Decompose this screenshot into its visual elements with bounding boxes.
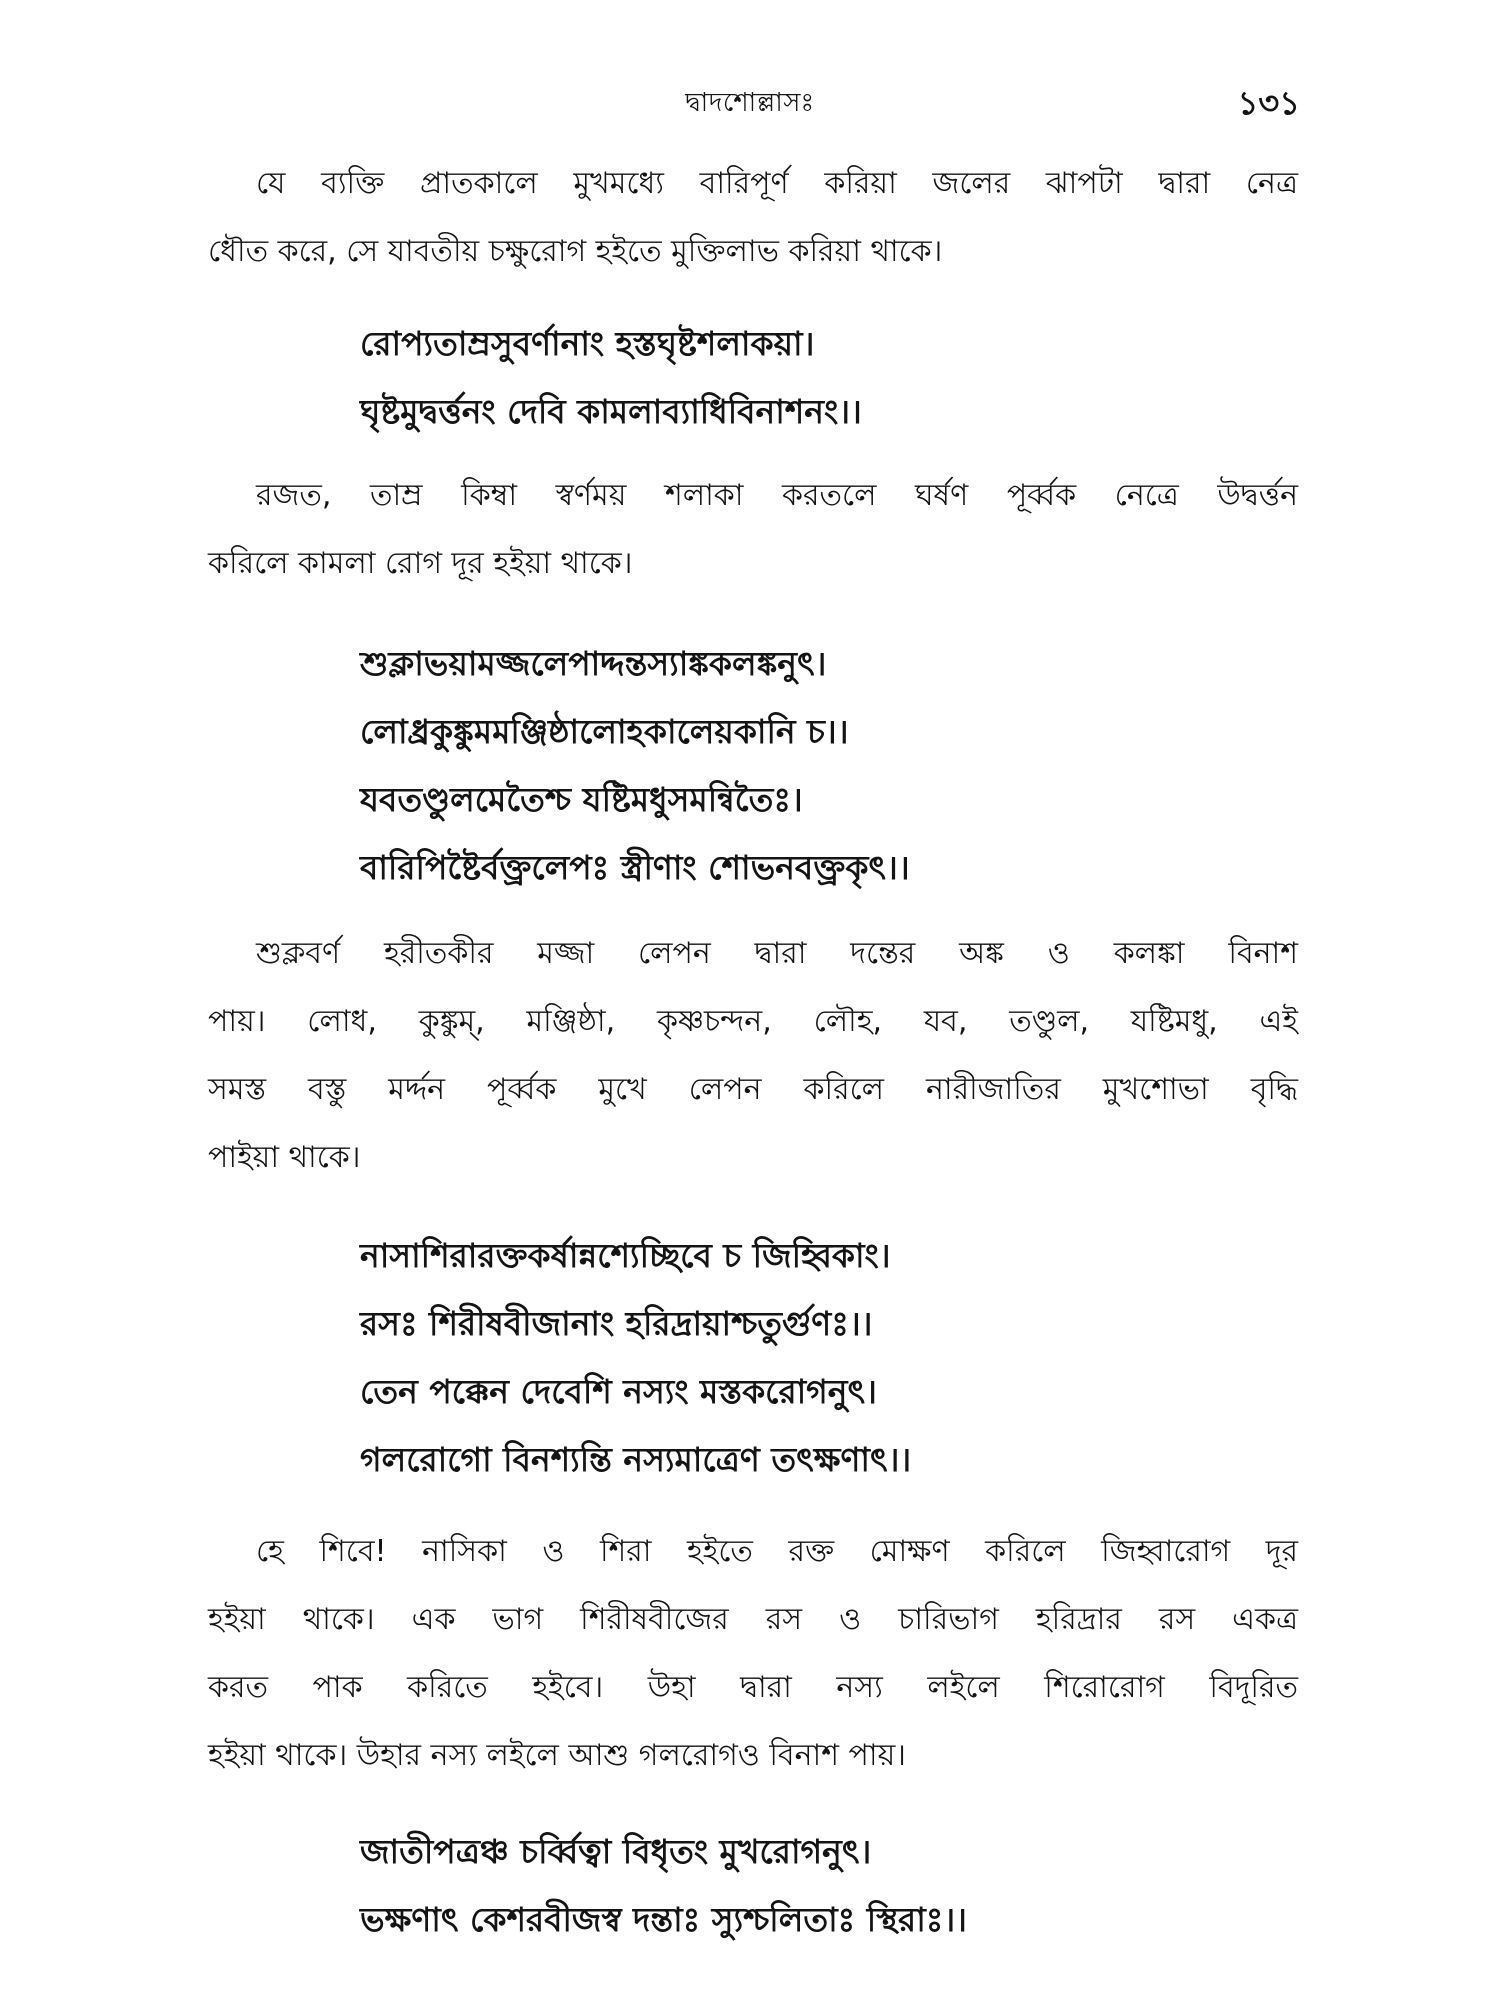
page-number: ১৩১ (1237, 84, 1300, 122)
prose-line: হইয়া থাকে। উহার নস্য লইলে আশু গলরোগও বিনাশ পায়। (208, 1738, 906, 1773)
prose-paragraph-2 (208, 462, 1298, 598)
verse-line: তেন পক্কেন দেবেশি নস্যং মস্তকরোগনুৎ। (360, 1372, 877, 1411)
prose-line: পায়। লোধ, কুঙ্কুম্, মঞ্জিষ্ঠা, কৃষ্ণচন্দন, লৌহ, যব, তণ্ডুল, যষ্টিমধু, এই (208, 1004, 1298, 1039)
verse-1 (360, 310, 1260, 446)
verse-4 (360, 1818, 1260, 1954)
verse-line: গলরোগো বিনশ্যন্তি নস্যমাত্রেণ তৎক্ষণাৎ।। (360, 1440, 912, 1479)
verse-3 (360, 1222, 1260, 1494)
verse-line: লোধ্রকুঙ্কুমমঞ্জিষ্ঠালোহকালেয়কানি চ।। (360, 712, 849, 751)
prose-paragraph-1 (208, 150, 1298, 286)
verse-line: জাতীপত্রঞ্চ চর্ব্বিত্বা বিধৃতং মুখরোগনুৎ। (360, 1832, 872, 1871)
prose-line: সমস্ত বস্তু মর্দ্দন পূর্ব্বক মুখে লেপন করিলে নারীজাতির মুখশোভা বৃদ্ধি (208, 1072, 1298, 1107)
prose-line: শুক্লবর্ণ হরীতকীর মজ্জা লেপন দ্বারা দন্তের অঙ্ক ও কলঙ্কা বিনাশ (256, 936, 1298, 971)
prose-line: ধৌত করে, সে যাবতীয় চক্ষুরোগ হইতে মুক্তিলাভ করিয়া থাকে। (208, 234, 943, 269)
verse-line: যবতণ্ডুলমেতৈশ্চ যষ্টিমধুসমন্বিতৈঃ। (360, 780, 803, 819)
verse-line: ঘৃষ্টমুদ্বর্ত্তনং দেবি কামলাব্যাধিবিনাশনং।। (360, 392, 862, 431)
prose-line: পাইয়া থাকে। (208, 1140, 361, 1175)
verse-line: বারিপিষ্টৈর্বক্ত্রলেপঃ স্ত্রীণাং শোভনবক্ত্রকৃৎ।। (360, 848, 910, 887)
verse-line: রোপ্যতাম্রসুবর্ণানাং হস্তঘৃষ্টশলাকয়া। (360, 324, 815, 363)
verse-line: শুক্লাভয়ামজ্জলেপাদ্দন্তস্যাঙ্ককলঙ্কনুৎ। (360, 644, 827, 683)
prose-paragraph-3 (208, 920, 1298, 1192)
prose-line: যে ব্যক্তি প্রাতকালে মুখমধ্যে বারিপূর্ণ করিয়া জলের ঝাপটা দ্বারা নেত্র (256, 166, 1298, 201)
page-header (0, 78, 1500, 128)
prose-line: করত পাক করিতে হইবে। উহা দ্বারা নস্য লইলে শিরোরোগ বিদূরিত (208, 1670, 1298, 1705)
prose-line: করিলে কামলা রোগ দূর হইয়া থাকে। (208, 546, 633, 581)
verse-line: ভক্ষণাৎ কেশরবীজস্ব দন্তাঃ স্যুশ্চলিতাঃ স্থিরাঃ।। (360, 1900, 967, 1939)
verse-2 (360, 630, 1260, 902)
prose-line: হইয়া থাকে। এক ভাগ শিরীষবীজের রস ও চারিভাগ হরিদ্রার রস একত্র (208, 1602, 1298, 1637)
prose-paragraph-4 (208, 1518, 1298, 1790)
prose-line: রজত, তাম্র কিম্বা স্বর্ণময় শলাকা করতলে ঘর্ষণ পূর্ব্বক নেত্রে উদ্বর্ত্তন (256, 478, 1298, 513)
prose-line: হে শিবে! নাসিকা ও শিরা হইতে রক্ত মোক্ষণ করিলে জিহ্বারোগ দূর (256, 1534, 1298, 1569)
verse-line: নাসাশিরারক্তকর্ষান্নশ্যেচ্ছিবে চ জিহ্বিকাং। (360, 1236, 891, 1275)
verse-line: রসঃ শিরীষবীজানাং হরিদ্রায়াশ্চতুর্গুণঃ।। (360, 1304, 873, 1343)
running-title: দ্বাদশোল্লাসঃ (685, 88, 815, 118)
